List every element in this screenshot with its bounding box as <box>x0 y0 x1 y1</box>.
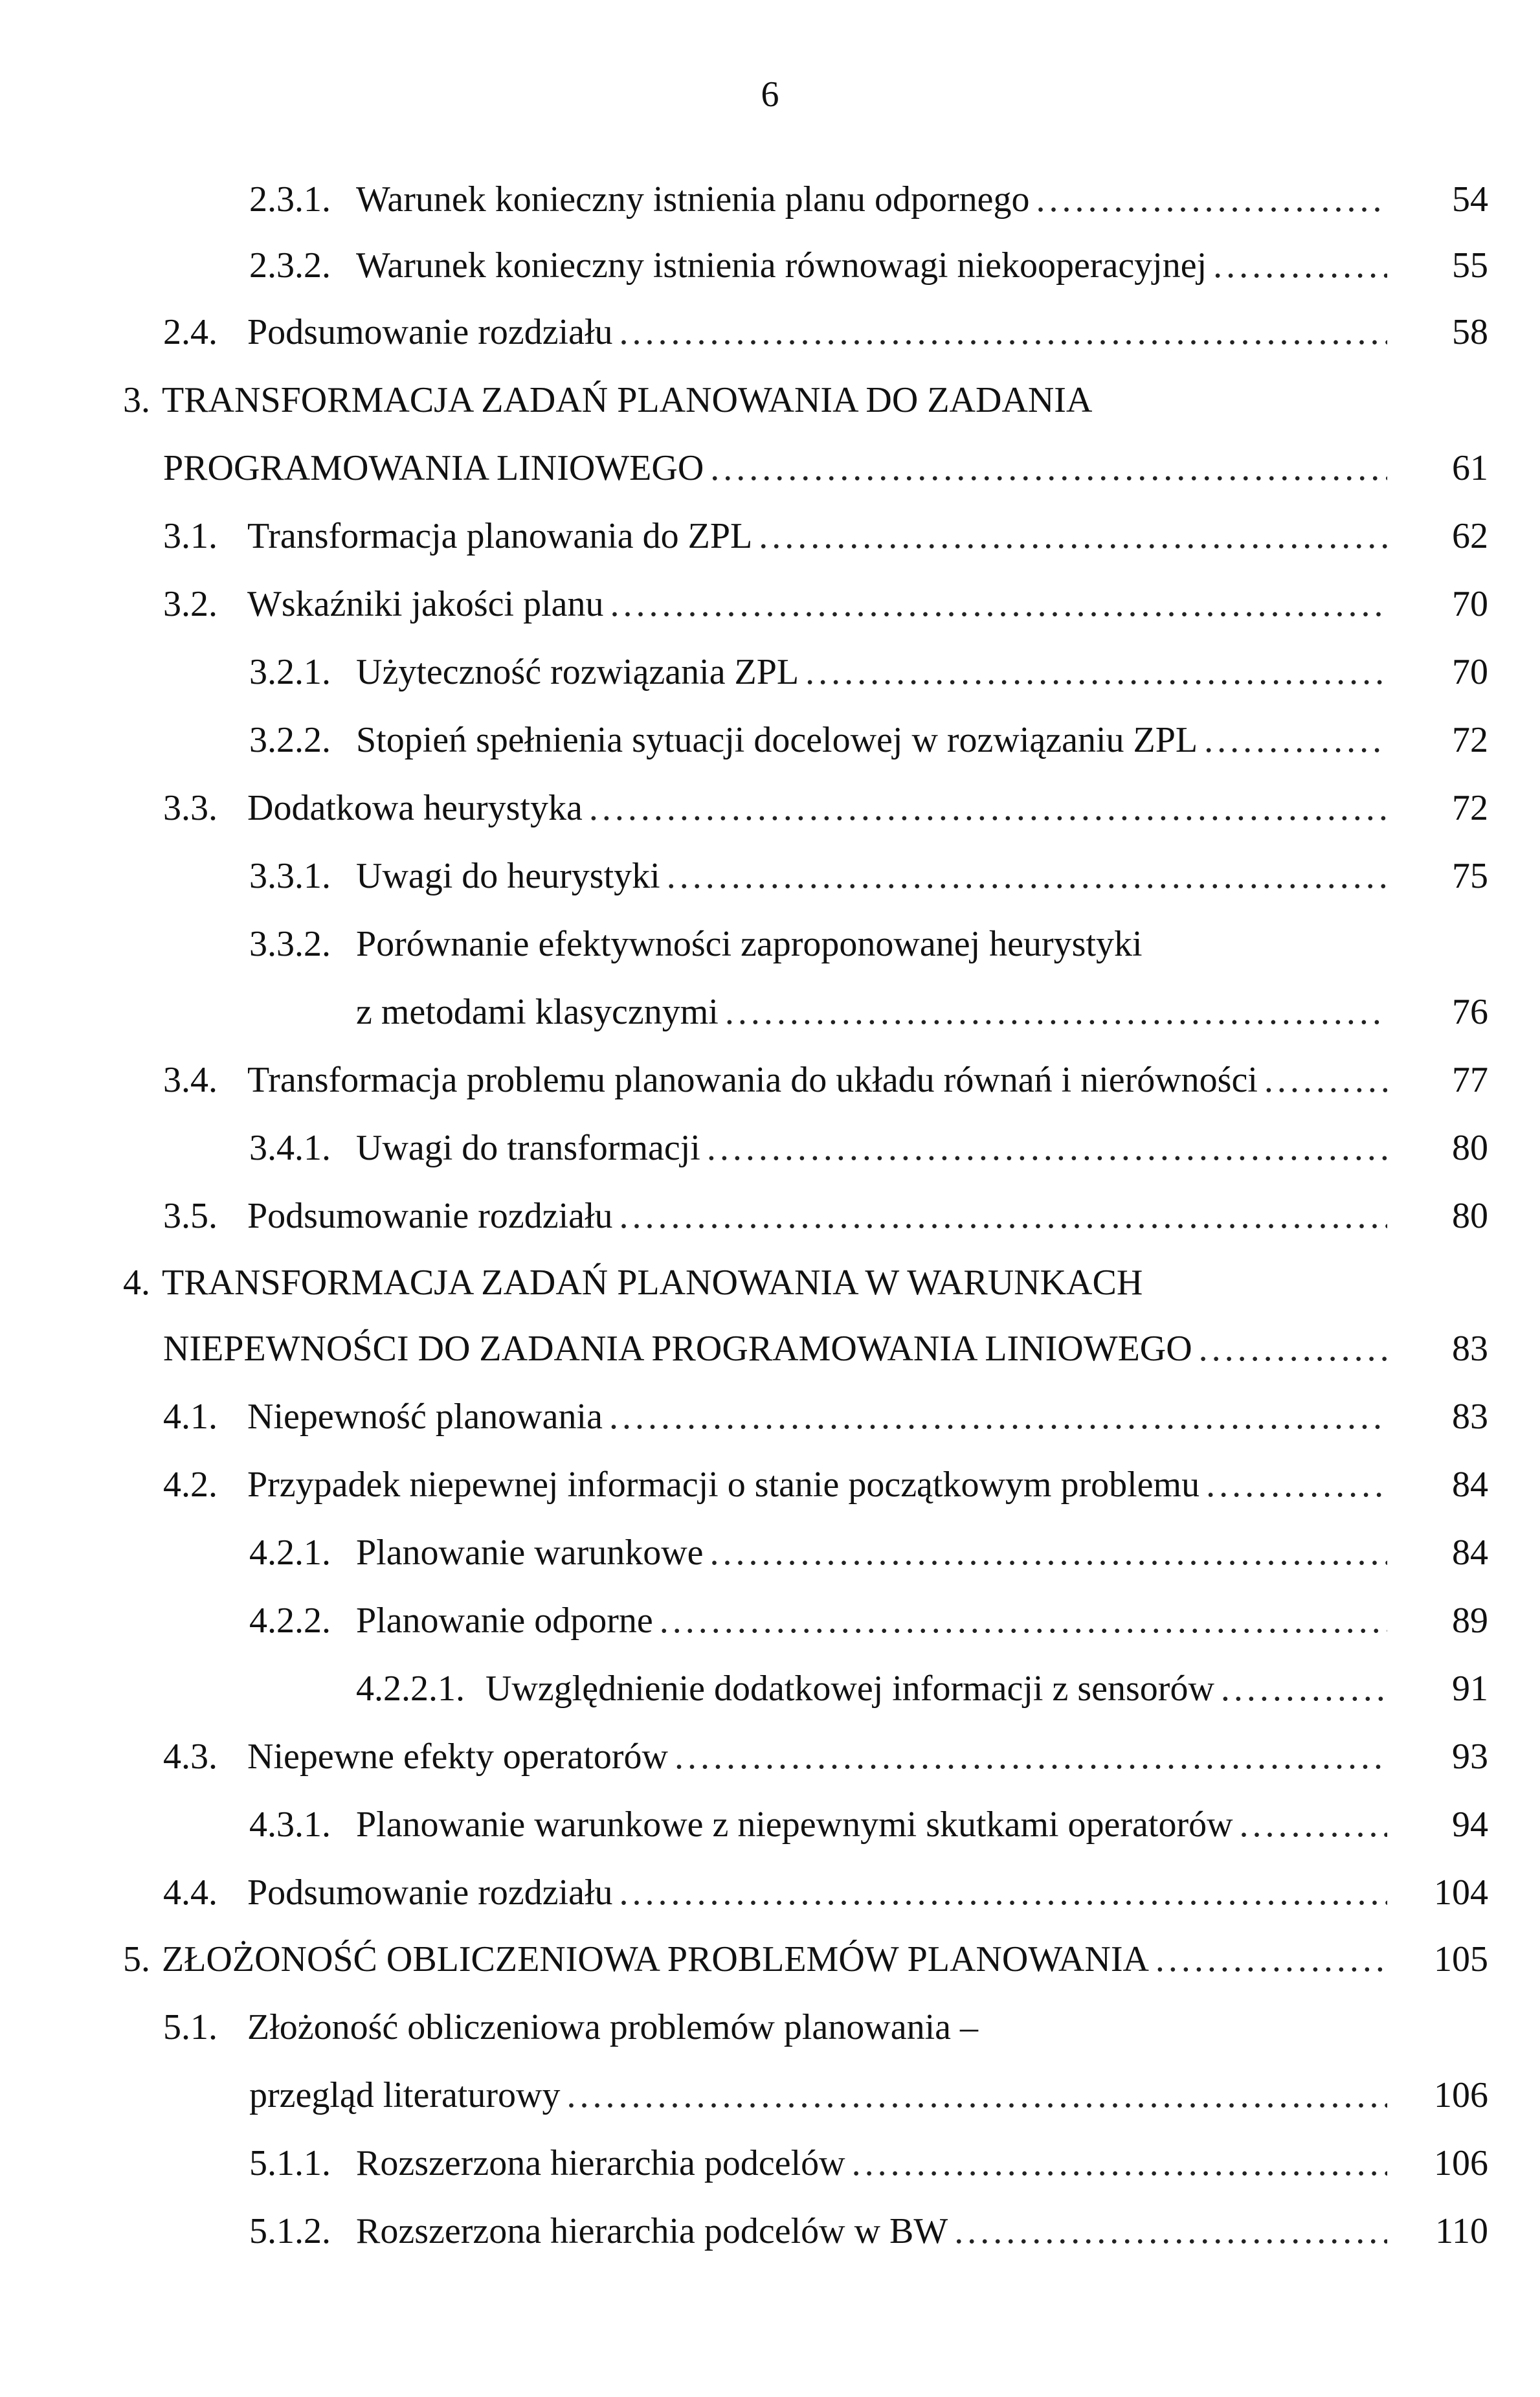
page-number: 6 <box>761 74 779 115</box>
toc-entry-page: 76 <box>1452 992 1488 1032</box>
dot-leader <box>1204 722 1387 758</box>
dot-leader <box>1240 1806 1387 1843</box>
toc-entry-4-2-1 <box>249 1535 1488 1571</box>
toc-entry-4-3 <box>163 1739 1488 1775</box>
toc-entry-title: Uwagi do heurystyki <box>356 856 660 896</box>
toc-entry-title: Stopień spełnienia sytuacji docelowej w rozwiązaniu ZPL <box>356 720 1198 760</box>
toc-entry-number: 4. <box>123 1263 150 1303</box>
toc-entry-3-1 <box>163 518 1488 554</box>
dot-leader <box>589 790 1387 826</box>
toc-entry-title: Złożoność obliczeniowa problemów planowania – <box>247 2007 978 2047</box>
toc-entry-title: ZŁOŻONOŚĆ OBLICZENIOWA PROBLEMÓW PLANOWANIA <box>162 1939 1149 1979</box>
toc-entry-5-1-1 <box>249 2145 1488 2181</box>
dot-leader <box>710 450 1387 486</box>
dot-leader <box>1155 1941 1387 1977</box>
toc-entry-number: 4.2.2.1. <box>356 1669 465 1709</box>
toc-entry-title: z metodami klasycznymi <box>356 992 719 1032</box>
toc-entry-title: Rozszerzona hierarchia podcelów w BW <box>356 2211 948 2251</box>
toc-entry-number: 3.4. <box>163 1060 218 1100</box>
toc-entry-page: 91 <box>1452 1669 1488 1709</box>
toc-entry-number: 3.1. <box>163 516 218 556</box>
dot-leader <box>1221 1671 1387 1707</box>
toc-entry-number: 4.2.1. <box>249 1533 331 1573</box>
toc-entry-number: 5. <box>123 1939 150 1979</box>
toc-entry-4-2 <box>163 1467 1488 1503</box>
dot-leader <box>619 1198 1387 1234</box>
toc-entry-title: TRANSFORMACJA ZADAŃ PLANOWANIA DO ZADANIA <box>162 380 1093 420</box>
toc-entry-title: TRANSFORMACJA ZADAŃ PLANOWANIA W WARUNKACH <box>162 1263 1143 1303</box>
dot-leader <box>1036 181 1387 218</box>
toc-entry-title: Warunek konieczny istnienia równowagi niekooperacyjnej <box>356 245 1207 286</box>
toc-entry-title: Uwagi do transformacji <box>356 1128 700 1168</box>
toc-entry-page: 89 <box>1452 1601 1488 1641</box>
toc-entry-title: Podsumowanie rozdziału <box>247 312 613 352</box>
toc-entry-number: 3.3.1. <box>249 856 331 896</box>
toc-entry-chapter-3-continuation <box>163 450 1488 486</box>
toc-entry-3-3-2-continuation <box>356 994 1488 1030</box>
dot-leader <box>619 1874 1387 1911</box>
toc-entry-number: 3.3. <box>163 788 218 828</box>
dot-leader <box>725 994 1387 1030</box>
dot-leader <box>610 586 1387 622</box>
dot-leader <box>954 2213 1387 2249</box>
toc-entry-number: 5.1.2. <box>249 2211 331 2251</box>
dot-leader <box>1264 1062 1387 1098</box>
toc-entry-5-1-2 <box>249 2213 1488 2249</box>
dot-leader <box>805 654 1387 690</box>
toc-entry-title: NIEPEWNOŚCI DO ZADANIA PROGRAMOWANIA LINIOWEGO <box>163 1329 1192 1369</box>
dot-leader <box>707 1130 1387 1166</box>
toc-entry-page: 83 <box>1452 1397 1488 1437</box>
toc-entry-title: Niepewne efekty operatorów <box>247 1737 668 1777</box>
dot-leader <box>609 1399 1387 1435</box>
toc-entry-number: 4.4. <box>163 1873 218 1913</box>
toc-entry-page: 93 <box>1452 1737 1488 1777</box>
toc-entry-number: 4.2.2. <box>249 1601 331 1641</box>
toc-entry-3-3-2 <box>249 926 1488 962</box>
toc-entry-title: Podsumowanie rozdziału <box>247 1873 613 1913</box>
toc-entry-page: 84 <box>1452 1465 1488 1505</box>
dot-leader <box>660 1603 1387 1639</box>
dot-leader <box>566 2077 1387 2113</box>
toc-entry-page: 104 <box>1434 1873 1488 1913</box>
toc-entry-3-3 <box>163 790 1488 826</box>
toc-entry-page: 62 <box>1452 516 1488 556</box>
toc-entry-title: PROGRAMOWANIA LINIOWEGO <box>163 448 704 488</box>
toc-entry-page: 58 <box>1452 312 1488 352</box>
toc-entry-4-2-2 <box>249 1603 1488 1639</box>
toc-entry-number: 3.2.2. <box>249 720 331 760</box>
toc-entry-4-1 <box>163 1399 1488 1435</box>
toc-entry-number: 4.3.1. <box>249 1805 331 1845</box>
toc-entry-4-4 <box>163 1874 1488 1911</box>
toc-entry-2-3-1 <box>249 181 1488 218</box>
toc-entry-number: 4.2. <box>163 1465 218 1505</box>
toc-entry-number: 5.1.1. <box>249 2143 331 2183</box>
toc-entry-chapter-5 <box>123 1941 1488 1977</box>
toc-entry-5-1-continuation <box>249 2077 1488 2113</box>
toc-entry-page: 106 <box>1434 2143 1488 2183</box>
dot-leader <box>710 1535 1387 1571</box>
toc-entry-4-3-1 <box>249 1806 1488 1843</box>
toc-entry-number: 3.2. <box>163 584 218 624</box>
toc-entry-page: 61 <box>1452 448 1488 488</box>
toc-entry-page: 77 <box>1452 1060 1488 1100</box>
toc-entry-title: Podsumowanie rozdziału <box>247 1196 613 1236</box>
toc-entry-number: 3. <box>123 380 150 420</box>
toc-entry-title: Planowanie warunkowe z niepewnymi skutkami operatorów <box>356 1805 1233 1845</box>
toc-entry-title: Porównanie efektywności zaproponowanej heurystyki <box>356 924 1143 964</box>
toc-entry-page: 70 <box>1452 652 1488 692</box>
toc-entry-3-3-1 <box>249 858 1488 894</box>
toc-entry-number: 2.3.1. <box>249 179 331 219</box>
toc-entry-number: 4.3. <box>163 1737 218 1777</box>
dot-leader <box>675 1739 1387 1775</box>
dot-leader <box>1213 247 1387 284</box>
toc-entry-page: 80 <box>1452 1196 1488 1236</box>
toc-entry-title: Wskaźniki jakości planu <box>247 584 604 624</box>
toc-entry-chapter-3 <box>123 382 1488 418</box>
dot-leader <box>667 858 1387 894</box>
dot-leader <box>619 314 1387 350</box>
toc-entry-title: Niepewność planowania <box>247 1397 603 1437</box>
toc-entry-title: Transformacja planowania do ZPL <box>247 516 753 556</box>
toc-entry-title: Przypadek niepewnej informacji o stanie początkowym problemu <box>247 1465 1200 1505</box>
toc-entry-page: 106 <box>1434 2075 1488 2115</box>
toc-entry-title: Dodatkowa heurystyka <box>247 788 583 828</box>
toc-entry-page: 75 <box>1452 856 1488 896</box>
toc-entry-title: Planowanie odporne <box>356 1601 653 1641</box>
toc-entry-number: 2.4. <box>163 312 218 352</box>
toc-entry-chapter-4 <box>123 1265 1488 1301</box>
toc-entry-3-4 <box>163 1062 1488 1098</box>
toc-entry-number: 2.3.2. <box>249 245 331 286</box>
toc-entry-chapter-4-continuation <box>163 1331 1488 1367</box>
dot-leader <box>852 2145 1387 2181</box>
toc-entry-number: 3.2.1. <box>249 652 331 692</box>
toc-entry-page: 83 <box>1452 1329 1488 1369</box>
toc-entry-number: 3.5. <box>163 1196 218 1236</box>
toc-entry-2-4 <box>163 314 1488 350</box>
toc-entry-number: 5.1. <box>163 2007 218 2047</box>
toc-entry-5-1 <box>163 2009 1488 2045</box>
toc-entry-title: Planowanie warunkowe <box>356 1533 704 1573</box>
toc-entry-title: przegląd literaturowy <box>249 2075 561 2115</box>
toc-entry-page: 55 <box>1452 245 1488 286</box>
toc-entry-title: Uwzględnienie dodatkowej informacji z sensorów <box>485 1669 1214 1709</box>
toc-entry-3-5 <box>163 1198 1488 1234</box>
toc-entry-3-2 <box>163 586 1488 622</box>
toc-entry-number: 3.3.2. <box>249 924 331 964</box>
toc-entry-2-3-2 <box>249 247 1488 284</box>
dot-leader <box>1199 1331 1387 1367</box>
toc-entry-page: 80 <box>1452 1128 1488 1168</box>
toc-entry-page: 110 <box>1435 2211 1488 2251</box>
toc-entry-page: 94 <box>1452 1805 1488 1845</box>
toc-entry-page: 84 <box>1452 1533 1488 1573</box>
dot-leader <box>759 518 1387 554</box>
toc-entry-3-2-2 <box>249 722 1488 758</box>
toc-entry-number: 3.4.1. <box>249 1128 331 1168</box>
toc-entry-title: Transformacja problemu planowania do układu równań i nierówności <box>247 1060 1258 1100</box>
toc-entry-page: 72 <box>1452 720 1488 760</box>
toc-entry-3-2-1 <box>249 654 1488 690</box>
dot-leader <box>1206 1467 1387 1503</box>
toc-entry-page: 105 <box>1434 1939 1488 1979</box>
toc-entry-title: Użyteczność rozwiązania ZPL <box>356 652 799 692</box>
toc-entry-4-2-2-1 <box>356 1671 1488 1707</box>
toc-entry-title: Warunek konieczny istnienia planu odpornego <box>356 179 1030 219</box>
toc-entry-page: 72 <box>1452 788 1488 828</box>
toc-entry-number: 4.1. <box>163 1397 218 1437</box>
toc-entry-3-4-1 <box>249 1130 1488 1166</box>
toc-entry-page: 54 <box>1452 179 1488 219</box>
toc-entry-page: 70 <box>1452 584 1488 624</box>
toc-entry-title: Rozszerzona hierarchia podcelów <box>356 2143 845 2183</box>
